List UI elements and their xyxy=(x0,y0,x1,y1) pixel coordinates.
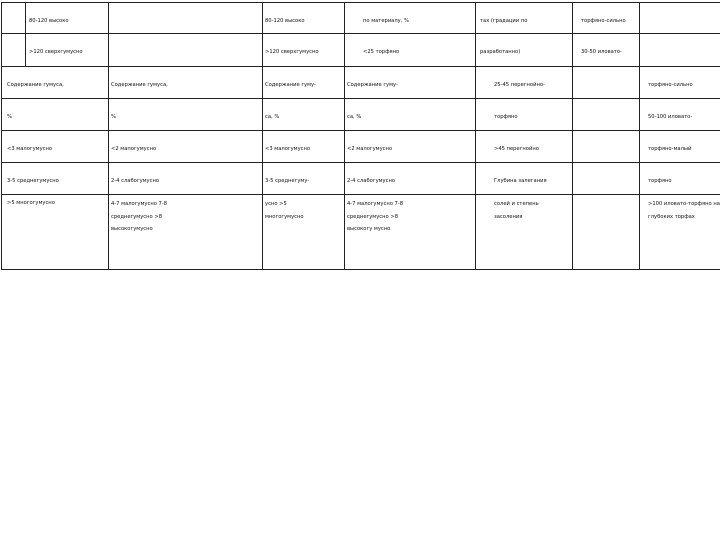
cell-text: Содержание гуму- xyxy=(265,82,316,88)
cell-text: 50-100 иловато- xyxy=(648,114,693,120)
table-cell xyxy=(640,131,720,163)
cell-text xyxy=(109,3,262,18)
table-cell xyxy=(109,34,263,67)
cell-text: 2-4 слабогумусно xyxy=(347,178,396,184)
cell-text: 3-5 среднегуму- xyxy=(265,178,310,184)
cell-text: 80-120 высоко xyxy=(265,18,305,24)
table-cell xyxy=(109,3,263,34)
table-cell xyxy=(263,163,345,195)
table-row xyxy=(2,131,720,163)
table-row xyxy=(2,195,720,270)
table-cell xyxy=(640,67,720,99)
cell-text: <25 торфяно xyxy=(363,49,400,55)
table-cell xyxy=(109,67,263,99)
table-cell xyxy=(573,34,640,67)
table-cell xyxy=(476,163,573,195)
table-cell xyxy=(345,34,476,67)
table-cell xyxy=(640,3,720,34)
cell-text: >100 иловато-торфяно на глубоких торфах xyxy=(648,201,720,220)
cell-text xyxy=(573,131,639,146)
cell-text: >120 сверхгумусно xyxy=(265,49,319,55)
cell-text: 3-5 среднегумусно xyxy=(7,178,59,184)
table-cell xyxy=(573,3,640,34)
cell-text: 2-4 слабогумусно xyxy=(111,178,160,184)
cell-text: <2 мапогумусно xyxy=(111,146,157,152)
table-cell xyxy=(573,195,640,270)
table-cell xyxy=(573,163,640,195)
table-cell xyxy=(2,163,109,195)
table-cell xyxy=(573,67,640,99)
table-cell xyxy=(26,34,109,67)
table-cell xyxy=(640,163,720,195)
table-cell xyxy=(476,131,573,163)
cell-text: Глубина залегания xyxy=(494,178,547,184)
table-row xyxy=(2,3,720,34)
cell-text: торфяно xyxy=(648,178,672,184)
table-cell xyxy=(109,195,263,270)
table-cell xyxy=(640,195,720,270)
cell-text: 25-45 перегнойно- xyxy=(494,82,545,88)
cell-text: Содержание гумуса, xyxy=(111,82,168,88)
table-cell xyxy=(2,131,109,163)
table-cell xyxy=(2,34,26,67)
cell-text: разработанно) xyxy=(480,49,521,55)
table-cell xyxy=(263,3,345,34)
cell-text: торфяно-сильно xyxy=(648,82,693,88)
table-cell xyxy=(263,67,345,99)
cell-text xyxy=(573,67,639,82)
table-cell xyxy=(573,99,640,131)
table-cell xyxy=(109,163,263,195)
cell-text: Содержание гуму- xyxy=(347,82,398,88)
cell-text: <3 малогумусно xyxy=(7,146,53,152)
cell-text: солей и степень засоления xyxy=(494,201,539,220)
table-cell xyxy=(476,67,573,99)
table-row xyxy=(2,99,720,131)
table-cell xyxy=(2,195,109,270)
cell-text: са, % xyxy=(265,114,280,120)
cell-text: са, % xyxy=(347,114,362,120)
table-cell xyxy=(345,3,476,34)
cell-text: 30-50 иловато- xyxy=(581,49,622,55)
table-cell xyxy=(109,131,263,163)
table-row xyxy=(2,163,720,195)
table-cell xyxy=(476,34,573,67)
table-cell xyxy=(345,99,476,131)
table-cell xyxy=(26,3,109,34)
cell-text: 4-7 малогумусно 7-8 среднегумусно >8 высокогу мусно xyxy=(347,201,404,232)
cell-text: по материалу, % xyxy=(363,18,409,24)
table-cell xyxy=(345,195,476,270)
table-cell xyxy=(345,67,476,99)
cell-text: торфяно-сильно xyxy=(581,18,626,24)
table-cell xyxy=(109,99,263,131)
table-cell xyxy=(476,195,573,270)
cell-text: торфяно-малый xyxy=(648,146,692,152)
table-cell xyxy=(573,131,640,163)
cell-text xyxy=(573,163,639,178)
table-cell xyxy=(476,3,573,34)
table-cell xyxy=(640,34,720,67)
cell-text: <3 малогумусно xyxy=(265,146,311,152)
cell-text: <2 малогумусно xyxy=(347,146,393,152)
cell-text: >120 сверхгумусно xyxy=(29,49,83,55)
table-cell xyxy=(345,163,476,195)
cell-text: % xyxy=(111,114,116,120)
cell-text: 4-7 малогумусно 7-8 среднегумусно >8 высокогумусно xyxy=(111,201,168,232)
cell-text: Содержание гумуса, xyxy=(7,82,64,88)
table-cell xyxy=(2,67,109,99)
table-cell xyxy=(640,99,720,131)
cell-text xyxy=(640,3,720,18)
table-cell xyxy=(2,3,26,34)
table-row xyxy=(2,67,720,99)
soil-classification-table xyxy=(1,2,720,270)
cell-text: торфяно xyxy=(494,114,518,120)
table-cell xyxy=(263,195,345,270)
table-cell xyxy=(476,99,573,131)
cell-text xyxy=(640,34,720,49)
table-cell xyxy=(263,99,345,131)
cell-text xyxy=(573,195,639,198)
cell-text xyxy=(109,34,262,49)
cell-text xyxy=(573,99,639,114)
cell-text: >45 перегнойно xyxy=(494,146,539,152)
table-cell xyxy=(263,34,345,67)
cell-text: % xyxy=(7,114,12,120)
table-cell xyxy=(263,131,345,163)
cell-text: тах (градации по xyxy=(480,18,528,24)
table-row xyxy=(2,34,720,67)
cell-text: >5 многогумусно xyxy=(7,200,55,206)
cell-text: усно >5 многогумусно xyxy=(265,201,304,220)
table-cell xyxy=(2,99,109,131)
table-cell xyxy=(345,131,476,163)
cell-text: 80-120 высоко xyxy=(29,18,69,24)
